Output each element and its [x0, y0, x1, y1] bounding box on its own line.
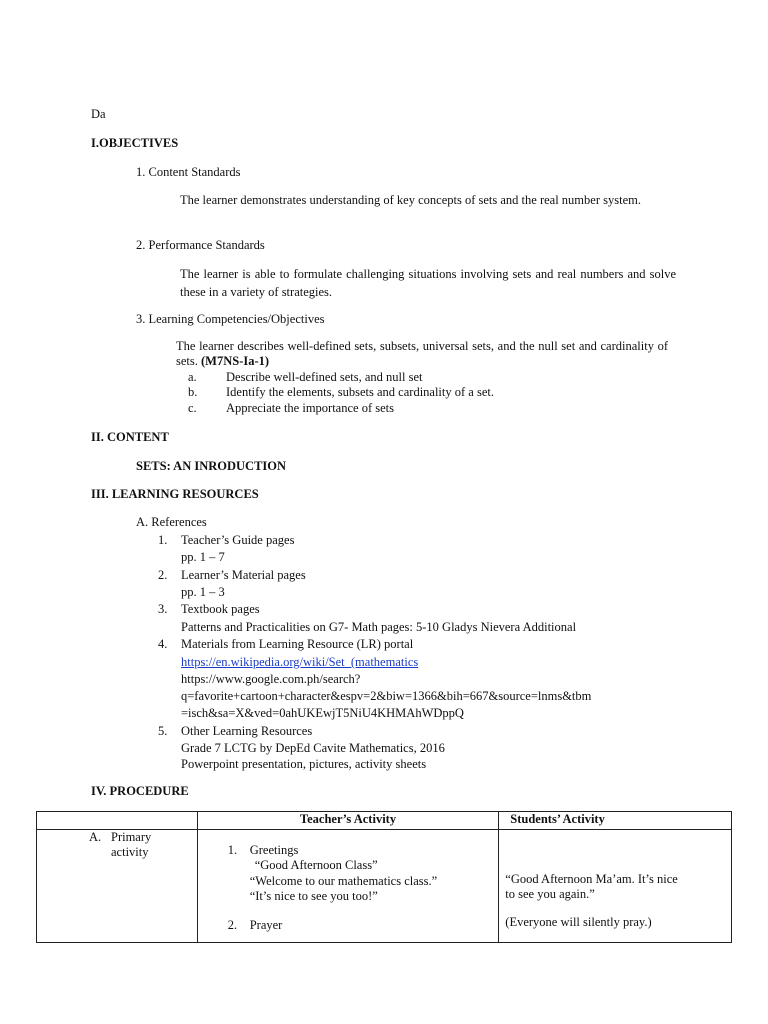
competencies-text — [176, 339, 668, 369]
header-da: Da — [91, 107, 106, 121]
resource-4-marker: 4. — [158, 637, 168, 651]
student-prayer: (Everyone will silently pray.) — [505, 915, 652, 929]
competencies-statement: The learner describes well-defined sets, subsets, universal sets, and the null set and cardinality of sets. — [176, 339, 668, 368]
resource-3-title: Textbook pages — [181, 602, 260, 616]
content-standards-text: The learner demonstrates understanding of key concepts of sets and the real number system. — [180, 193, 641, 207]
google-url-line-1: https://www.google.com.ph/search? — [181, 672, 361, 686]
students-activity-header — [499, 812, 732, 830]
procedure-table — [36, 811, 732, 943]
teacher-activity-header-text: Teacher’s Activity — [299, 812, 397, 826]
resource-5-detail: Grade 7 LCTG by DepEd Cavite Mathematics, 2016 — [181, 741, 445, 755]
resource-3-detail: Patterns and Practicalities on G7- Math pages: 5-10 Gladys Nievera Additional — [181, 620, 577, 634]
resource-5-marker: 5. — [158, 724, 168, 738]
greetings-marker: 1. — [227, 843, 238, 857]
procedure-heading: IV. PROCEDURE — [91, 784, 189, 798]
resource-5-title: Other Learning Resources — [181, 724, 313, 738]
competency-item-a-marker: a. — [188, 370, 197, 384]
competencies-label: 3. Learning Competencies/Objectives — [136, 312, 325, 326]
student-line-2: to see you again.” — [505, 887, 595, 901]
competency-code: (M7NS-Ia-1) — [201, 354, 270, 368]
students-activity-cell — [499, 830, 732, 943]
references-label: A. References — [136, 515, 207, 529]
resource-4-title: Materials from Learning Resource (LR) portal — [181, 637, 414, 651]
resource-3-marker: 3. — [158, 602, 168, 616]
content-standards-label: 1. Content Standards — [136, 165, 241, 179]
competency-item-c: Appreciate the importance of sets — [226, 401, 394, 415]
procedure-header-blank — [37, 812, 198, 830]
content-topic: SETS: AN INRODUCTION — [136, 459, 287, 473]
prayer-label: Prayer — [249, 918, 283, 932]
student-line-1: “Good Afternoon Ma’am. It’s nice — [505, 872, 678, 886]
objectives-heading: I.OBJECTIVES — [91, 136, 179, 150]
primary-activity-cell — [37, 830, 198, 943]
greetings-label: Greetings — [249, 843, 299, 857]
students-activity-header-text: Students’ Activity — [510, 812, 605, 826]
primary-activity-label-2: activity — [111, 845, 149, 859]
teacher-line-3: “It’s nice to see you too!” — [249, 889, 378, 903]
primary-activity-label-1: Primary — [111, 830, 152, 844]
resource-2-detail: pp. 1 – 3 — [181, 585, 225, 599]
competency-item-b: Identify the elements, subsets and cardinality of a set. — [226, 385, 494, 399]
teacher-line-1: “Good Afternoon Class” — [254, 858, 378, 872]
resources-heading: III. LEARNING RESOURCES — [91, 487, 259, 501]
competency-item-c-marker: c. — [188, 401, 197, 415]
competency-item-a: Describe well-defined sets, and null set — [226, 370, 423, 384]
primary-activity-marker: A. — [89, 830, 102, 844]
content-heading: II. CONTENT — [91, 430, 169, 444]
wikipedia-link[interactable]: https://en.wikipedia.org/wiki/Set_(mathematics — [181, 655, 419, 669]
resource-1-detail: pp. 1 – 7 — [181, 550, 225, 564]
resource-5-detail-2: Powerpoint presentation, pictures, activity sheets — [181, 757, 427, 771]
resource-1-title: Teacher’s Guide pages — [181, 533, 295, 547]
teacher-activity-header — [197, 812, 499, 830]
prayer-marker: 2. — [227, 918, 238, 932]
teacher-line-2: “Welcome to our mathematics class.” — [249, 874, 438, 888]
google-url-line-3: =isch&sa=X&ved=0ahUKEwjT5NiU4KHMAhWDppQ — [181, 706, 464, 720]
performance-standards-label: 2. Performance Standards — [136, 238, 265, 252]
resource-2-marker: 2. — [158, 568, 168, 582]
resource-2-title: Learner’s Material pages — [181, 568, 306, 582]
performance-standards-text: The learner is able to formulate challenging situations involving sets and real numbers and solve these in a variety of strategies. — [180, 267, 676, 299]
teacher-activity-cell — [197, 830, 499, 943]
resource-1-marker: 1. — [158, 533, 168, 547]
google-url-line-2: q=favorite+cartoon+character&espv=2&biw=1366&bih=667&source=lnms&tbm — [181, 689, 592, 703]
competency-item-b-marker: b. — [188, 385, 198, 399]
